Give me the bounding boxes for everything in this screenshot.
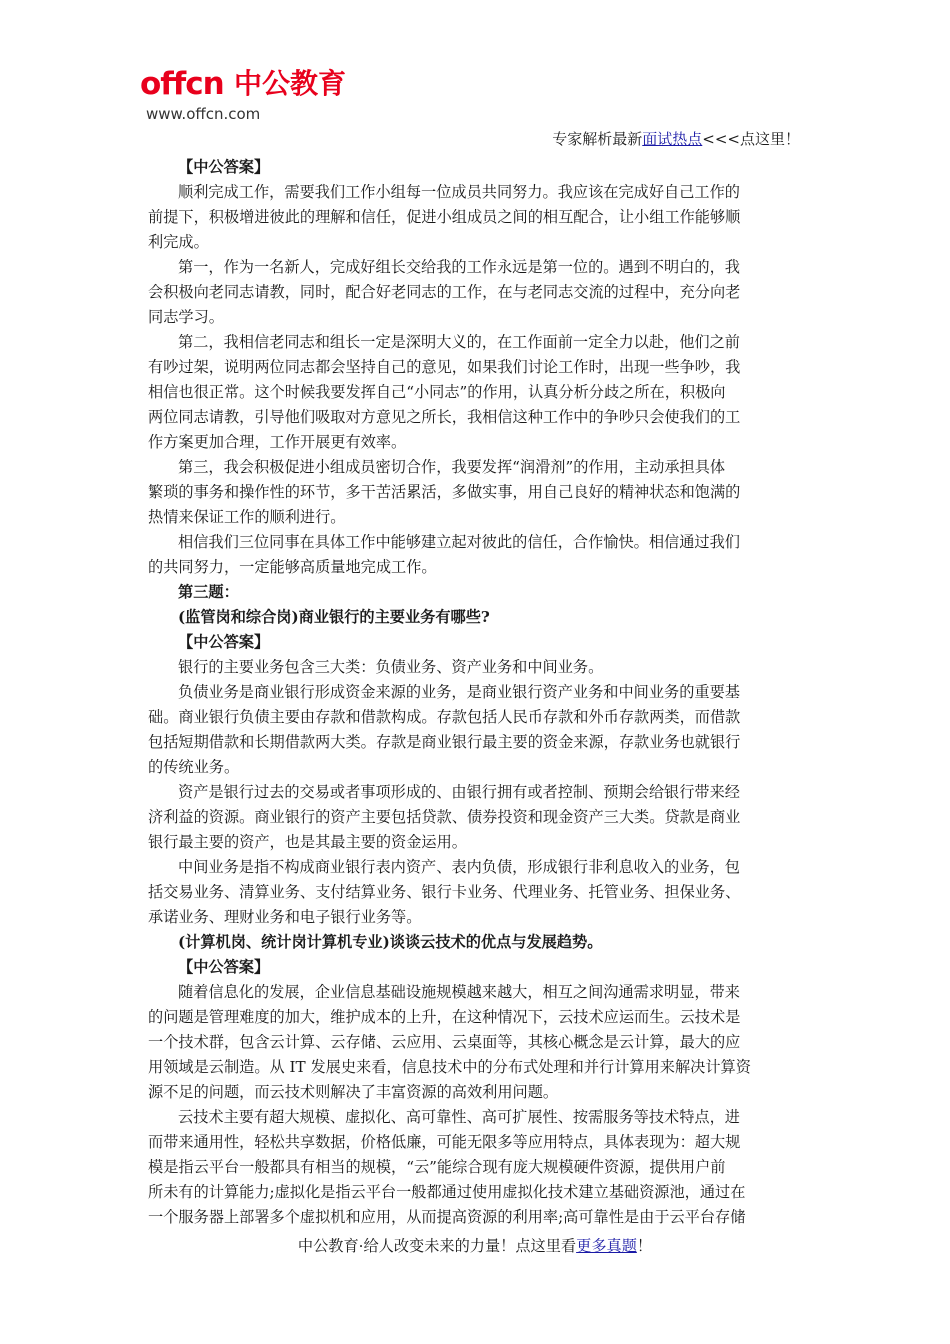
text-line: 的传统业务。 bbox=[148, 758, 240, 776]
offcn-logo[interactable] bbox=[140, 66, 347, 132]
logo-chinese-name: 中公教育 bbox=[234, 67, 347, 100]
text-line: 有吵过架，说明两位同志都会坚持自己的意见，如果我们讨论工作时，出现一些争吵，我 bbox=[148, 358, 741, 376]
text-line: 用领域是云制造。从 IT 发展史来看，信息技术中的分布式处理和并行计算用来解决计算资 bbox=[148, 1058, 751, 1076]
text-line: 承诺业务、理财业务和电子银行业务等。 bbox=[148, 908, 422, 926]
text-line: 济利益的资源。商业银行的资产主要包括贷款、债券投资和现金资产三大类。贷款是商业 bbox=[148, 808, 741, 826]
document-body bbox=[148, 155, 802, 1230]
text-line: 作方案更加合理，工作开展更有效率。 bbox=[148, 433, 407, 451]
text-line: 银行最主要的资产，也是其最主要的资金运用。 bbox=[148, 833, 467, 851]
text-line: 相信也很正常。这个时候我要发挥自己“小同志”的作用，认真分析分歧之所在，积极向 bbox=[148, 383, 726, 401]
section-heading-line: 【中公答案】 bbox=[178, 633, 270, 651]
text-line: 第一，作为一名新人，完成好组长交给我的工作永远是第一位的。遇到不明白的，我 bbox=[178, 258, 740, 276]
header-promo-suffix: <<<点这里！ bbox=[702, 130, 800, 148]
text-line: 负债业务是商业银行形成资金来源的业务，是商业银行资产业务和中间业务的重要基 bbox=[178, 683, 740, 701]
section-heading-line: 【中公答案】 bbox=[178, 958, 270, 976]
footer-promo bbox=[0, 1234, 950, 1258]
text-line: 括交易业务、清算业务、支付结算业务、银行卡业务、代理业务、托管业务、担保业务、 bbox=[148, 883, 741, 901]
text-line: 两位同志请教，引导他们吸取对方意见之所长，我相信这种工作中的争吵只会使我们的工 bbox=[148, 408, 741, 426]
text-line: 中间业务是指不构成商业银行表内资产、表内负债，形成银行非利息收入的业务，包 bbox=[178, 858, 740, 876]
text-line: 的共同努力，一定能够高质量地完成工作。 bbox=[148, 558, 437, 576]
text-line: 会积极向老同志请教，同时，配合好老同志的工作，在与老同志交流的过程中，充分向老 bbox=[148, 283, 741, 301]
text-line: 热情来保证工作的顺利进行。 bbox=[148, 508, 346, 526]
text-line: 模是指云平台一般都具有相当的规模，“云”能综合现有庞大规模硬件资源，提供用户前 bbox=[148, 1158, 726, 1176]
text-line: 一个技术群，包含云计算、云存储、云应用、云桌面等，其核心概念是云计算，最大的应 bbox=[148, 1033, 741, 1051]
section-heading-line: 第三题： bbox=[178, 583, 239, 601]
text-line: 银行的主要业务包含三大类：负债业务、资产业务和中间业务。 bbox=[178, 658, 604, 676]
logo-url: www.offcn.com bbox=[146, 105, 261, 123]
section-heading-line: 【中公答案】 bbox=[178, 158, 270, 176]
text-line: 利完成。 bbox=[148, 233, 209, 251]
text-line: 资产是银行过去的交易或者事项形成的、由银行拥有或者控制、预期会给银行带来经 bbox=[178, 783, 740, 801]
text-line: 包括短期借款和长期借款两大类。存款是商业银行最主要的资金来源，存款业务也就银行 bbox=[148, 733, 741, 751]
text-line: 前提下，积极增进彼此的理解和信任，促进小组成员之间的相互配合，让小组工作能够顺 bbox=[148, 208, 741, 226]
header-promo bbox=[552, 128, 800, 150]
text-line: 第二，我相信老同志和组长一定是深明大义的，在工作面前一定全力以赴，他们之前 bbox=[178, 333, 740, 351]
footer-promo-suffix: ！ bbox=[636, 1237, 653, 1255]
text-line: 源不足的问题，而云技术则解决了丰富资源的高效利用问题。 bbox=[148, 1083, 559, 1101]
text-line: 云技术主要有超大规模、虚拟化、高可靠性、高可扩展性、按需服务等技术特点，进 bbox=[178, 1108, 740, 1126]
text-line: 的问题是管理难度的加大，维护成本的上升，在这种情况下，云技术应运而生。云技术是 bbox=[148, 1008, 741, 1026]
text-line: 随着信息化的发展，企业信息基础设施规模越来越大，相互之间沟通需求明显，带来 bbox=[178, 983, 740, 1001]
text-line: 而带来通用性，轻松共享数据，价格低廉，可能无限多等应用特点，具体表现为：超大规 bbox=[148, 1133, 741, 1151]
logo-brand-text: offcn bbox=[140, 66, 224, 102]
text-line: 同志学习。 bbox=[148, 308, 224, 326]
text-line: 一个服务器上部署多个虚拟机和应用，从而提高资源的利用率;高可靠性是由于云平台存储 bbox=[148, 1208, 746, 1226]
section-heading-line: (计算机岗、统计岗计算机专业)谈谈云技术的优点与发展趋势。 bbox=[178, 933, 603, 951]
text-line: 繁琐的事务和操作性的环节，多干苦活累活，多做实事，用自己良好的精神状态和饱满的 bbox=[148, 483, 741, 501]
text-line: 顺利完成工作，需要我们工作小组每一位成员共同努力。我应该在完成好自己工作的 bbox=[178, 183, 740, 201]
header-promo-prefix: 专家解析最新 bbox=[552, 130, 643, 148]
more-questions-link[interactable]: 更多真题 bbox=[576, 1237, 637, 1255]
section-heading-line: (监管岗和综合岗)商业银行的主要业务有哪些? bbox=[178, 608, 490, 626]
interview-hotspot-link[interactable]: 面试热点 bbox=[642, 130, 703, 148]
text-line: 相信我们三位同事在具体工作中能够建立起对彼此的信任，合作愉快。相信通过我们 bbox=[178, 533, 740, 551]
footer-promo-prefix: 中公教育·给人改变未来的力量！点这里看 bbox=[297, 1237, 577, 1255]
text-line: 础。商业银行负债主要由存款和借款构成。存款包括人民币存款和外币存款两类，而借款 bbox=[148, 708, 741, 726]
text-line: 第三，我会积极促进小组成员密切合作，我要发挥“润滑剂”的作用，主动承担具体 bbox=[178, 458, 726, 476]
text-line: 所未有的计算能力;虚拟化是指云平台一般都通过使用虚拟化技术建立基础资源池，通过在 bbox=[148, 1183, 746, 1201]
